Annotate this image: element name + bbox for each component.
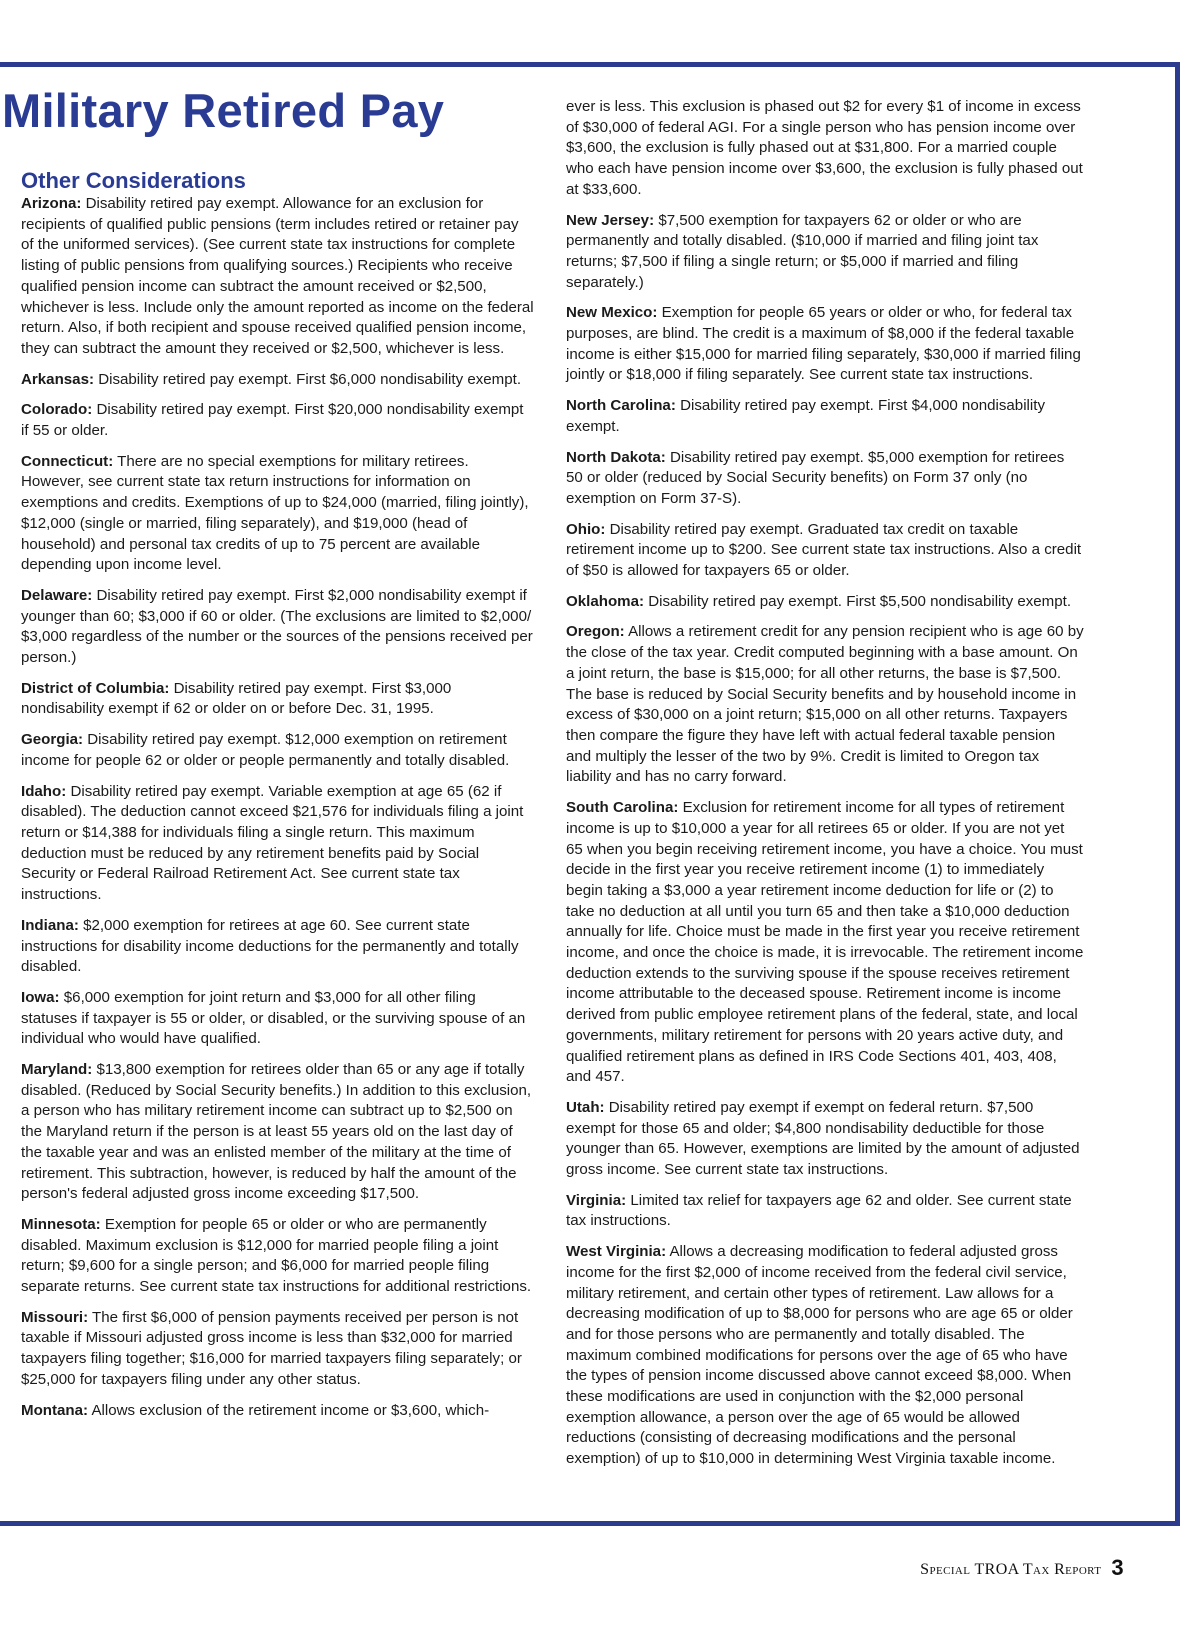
state-description: There are no special exemptions for military retirees. However, see current state tax return instructions for information on exemptions and credits. Exemptions of up to $24,000 (married, filing jointly), $12,000 (single or married, filing separately), and $19,000 (head of household) and personal tax credits of up to 75 percent are available depending upon income level.	[21, 452, 529, 574]
state-name: Utah:	[566, 1098, 605, 1116]
state-description: Disability retired pay exempt. Variable exemption at age 65 (62 if disabled). The deduction cannot exceed $21,576 for individuals filing a joint return or $14,388 for individuals filing a single return. This maximum deduction must be reduced by any retirement benefits paid by Social Security or Federal Railroad Retirement Act. See current state tax instructions.	[21, 782, 524, 904]
state-entry	[21, 730, 535, 771]
state-name: North Dakota:	[566, 448, 666, 466]
state-entry	[21, 1215, 535, 1298]
right-entry-list	[566, 97, 1084, 1470]
state-entry	[21, 988, 535, 1050]
state-name: Virginia:	[566, 1191, 627, 1209]
state-name: Ohio:	[566, 520, 606, 538]
state-name: District of Columbia:	[21, 679, 170, 697]
page-title: Military Retired Pay	[2, 84, 445, 137]
state-entry	[21, 194, 535, 360]
state-name: Idaho:	[21, 782, 67, 800]
state-description: Exemption for people 65 years or older or who, for federal tax purposes, are blind. The credit is a maximum of $8,000 if the federal taxable income is either $15,000 for married filing separately, $30,000 if married filing jointly or $18,000 if filing separately. See current state tax instructions.	[566, 304, 1081, 384]
state-name: Delaware:	[21, 586, 93, 604]
state-name: West Virginia:	[566, 1243, 667, 1261]
state-description: Limited tax relief for taxpayers age 62 and older. See current state tax instructions.	[566, 1191, 1072, 1230]
state-name: Oklahoma:	[566, 592, 645, 610]
state-entry	[21, 782, 535, 906]
state-name: Montana:	[21, 1401, 89, 1419]
state-entry	[566, 97, 1084, 201]
state-name: Maryland:	[21, 1061, 93, 1079]
state-description: Disability retired pay exempt. First $4,000 nondisability exempt.	[566, 397, 1045, 435]
left-column	[21, 168, 535, 1431]
state-entry	[21, 370, 535, 391]
state-description: Exclusion for retirement income for all types of retirement income is up to $10,000 a year for all retirees 65 or older. If you are not yet 65 when you begin receiving retirement income, you have a choice. You must decide in the first year you receive retirement income (1) to immediately begin taking a $3,000 a year retirement income deduction for life or (2) to take no deduction at all until you turn 65 and then take a $10,000 deduction annually for life. Choice must be made in the first year you receive retirement income, and once the choice is made, it is irrevocable. The retirement income deduction extends to the surviving spouse if the spouse receives retirement income attributable to the deceased spouse. Retirement income is income derived from public employee retirement plans of the federal, state, and local governments, military retirement for persons with 20 years active duty, and qualified retirement plans as defined in IRS Code Sections 401, 403, 408, and 457.	[566, 799, 1084, 1086]
state-entry	[566, 1191, 1084, 1232]
state-description: Disability retired pay exempt. First $6,000 nondisability exempt.	[98, 370, 522, 388]
state-entry	[566, 622, 1084, 788]
state-name: New Jersey:	[566, 211, 655, 229]
section-subheading: Other Considerations	[21, 168, 246, 193]
state-name: Missouri:	[21, 1308, 89, 1326]
state-name: New Mexico:	[566, 304, 658, 322]
state-name: North Carolina:	[566, 397, 676, 415]
state-description: Disability retired pay exempt. First $20,000 nondisability exempt if 55 or older.	[21, 401, 524, 440]
state-description: Disability retired pay exempt. $12,000 exemption on retirement income for people 62 or older or people permanently and totally disabled.	[21, 731, 510, 769]
state-entry	[21, 452, 535, 576]
state-description: Disability retired pay exempt. $5,000 exemption for retirees 50 or older (reduced by Social Security benefits) on Form 37 only (no exemption on Form 37-S).	[566, 448, 1065, 507]
state-name: Oregon:	[566, 623, 625, 641]
state-entry	[566, 520, 1084, 582]
state-description: The first $6,000 of pension payments received per person is not taxable if Missouri adjusted gross income is less than $32,000 for married taxpayers filing together; $16,000 for married taxpayers filing separately; or $25,000 for taxpayers filing under any other status.	[21, 1308, 522, 1388]
state-description: Disability retired pay exempt. Allowance for an exclusion for recipients of qualified public pensions (term includes retired or retainer pay of the uniformed services). (See current state tax instructions for complete listing of public pensions from qualifying sources.) Recipients who receive qualified pension income can subtract the amount received or $2,500, whichever is less. Include only the amount reported as income on the federal return. Also, if both recipient and spouse received qualified pension income, they can subtract the amount they received or $2,500, whichever is less.	[21, 195, 534, 357]
state-description: Exemption for people 65 or older or who are permanently disabled. Maximum exclusion is $12,000 for married people filing a joint return; $9,600 for a single person; and $6,000 for married people filing separate returns. See current state tax instructions for additional restrictions.	[21, 1215, 532, 1296]
state-name: Minnesota:	[21, 1215, 101, 1233]
state-entry	[566, 448, 1084, 510]
state-description: Allows a decreasing modification to federal adjusted gross income for the first $2,000 of income received from the federal civil service, military retirement, and certain other types of retirement. Law allows for a decreasing modification of up to $8,000 for persons who are age 65 or older and for those persons who are permanently and totally disabled. The maximum combined modifications for persons over the age of 65 who have the types of pension income discussed above cannot exceed $8,000. When these modifications are used in conjunction with the $2,000 personal exemption allowance, a person over the age of 65 would be allowed reductions (consisting of decreasing modifications and the personal exemption) of up to $10,000 in determining West Virginia taxable income.	[566, 1243, 1073, 1468]
state-entry	[566, 592, 1084, 613]
state-description: $7,500 exemption for taxpayers 62 or older or who are permanently and totally disabled. ($10,000 if married and filing joint tax returns; $7,500 if filing a single return; or $5,000 if married and filing separately.)	[566, 211, 1039, 291]
state-description: Disability retired pay exempt. Graduated tax credit on taxable retirement income up to $200. See current state tax instructions. Also a credit of $50 is allowed for taxpayers 65 or older.	[566, 520, 1082, 580]
state-description: $6,000 exemption for joint return and $3,000 for all other filing statuses if taxpayer is 55 or older, or disabled, or the surviving spouse of an individual who would have qualified.	[21, 988, 526, 1048]
state-description: Allows a retirement credit for any pension recipient who is age 60 by the close of the tax year. Credit computed beginning with a base amount. On a joint return, the base is $15,000; for all other returns, the base is $7,500. The base is reduced by Social Security benefits and by household income in excess of $30,000 on a joint return; $15,000 on all other returns. Taxpayers then compare the figure they have left with actual federal taxable pension and multiply the lesser of the two by 9%. Credit is limited to Oregon tax liability and has no carry forward.	[566, 623, 1084, 786]
state-description: Disability retired pay exempt if exempt on federal return. $7,500 exempt for those 65 and older; $4,800 nondisability deductible for those younger than 65. However, exemptions are limited by the amount of adjusted gross income. See current state tax instructions.	[566, 1098, 1080, 1179]
state-entry	[566, 1098, 1084, 1181]
state-name: Connecticut:	[21, 452, 114, 470]
page-footer	[920, 1555, 1124, 1581]
state-entry	[566, 211, 1084, 294]
state-entry	[566, 798, 1084, 1088]
state-entry	[21, 400, 535, 441]
state-name: Iowa:	[21, 988, 60, 1006]
state-entry	[566, 396, 1084, 437]
right-column	[566, 97, 1084, 1480]
left-entry-list	[21, 194, 535, 1421]
state-entry	[21, 1060, 535, 1205]
state-description: Allows exclusion of the retirement income or $3,600, which-	[91, 1401, 490, 1419]
state-name: Georgia:	[21, 731, 84, 749]
state-entry	[21, 916, 535, 978]
state-name: South Carolina:	[566, 799, 679, 817]
state-description: Disability retired pay exempt. First $5,500 nondisability exempt.	[648, 592, 1072, 610]
page-number: 3	[1111, 1555, 1124, 1580]
state-description: Disability retired pay exempt. First $3,000 nondisability exempt if 62 or older on or before Dec. 31, 1995.	[21, 679, 452, 718]
state-name: Indiana:	[21, 916, 79, 934]
state-entry	[21, 1401, 535, 1422]
state-description: Disability retired pay exempt. First $2,000 nondisability exempt if younger than 60; $3,000 if 60 or older. (The exclusions are limited to $2,000/ $3,000 regardless of the number or the sources of the pensions received per person.)	[21, 586, 533, 667]
state-entry	[21, 586, 535, 669]
state-description: $13,800 exemption for retirees older than 65 or any age if totally disabled. (Reduced by Social Security benefits.) In addition to this exclusion, a person who has military retirement income can subtract up to $2,500 on the Maryland return if the person is at least 55 years old on the last day of the taxable year and was an enlisted member of the military at the time of retirement. This subtraction, however, is reduced by half the amount of the person's federal adjusted gross income exceeding $17,500.	[21, 1061, 532, 1203]
state-entry	[21, 679, 535, 720]
state-description: $2,000 exemption for retirees at age 60. See current state instructions for disability income deductions for the permanently and totally disabled.	[21, 916, 519, 976]
state-entry	[21, 1308, 535, 1391]
state-name: Colorado:	[21, 401, 93, 419]
state-entry	[566, 303, 1084, 386]
state-entry	[566, 1242, 1084, 1470]
footer-label: Special TROA Tax Report	[920, 1561, 1102, 1578]
state-description: ever is less. This exclusion is phased out $2 for every $1 of income in excess of $30,000 of federal AGI. For a single person who has pension income over $3,600, the exclusion is fully phased out at $31,800. For a married couple who each have pension income over $3,600, the exclusion is fully phased out at $33,600.	[566, 98, 1083, 198]
state-name: Arkansas:	[21, 370, 94, 388]
state-name: Arizona:	[21, 195, 82, 212]
